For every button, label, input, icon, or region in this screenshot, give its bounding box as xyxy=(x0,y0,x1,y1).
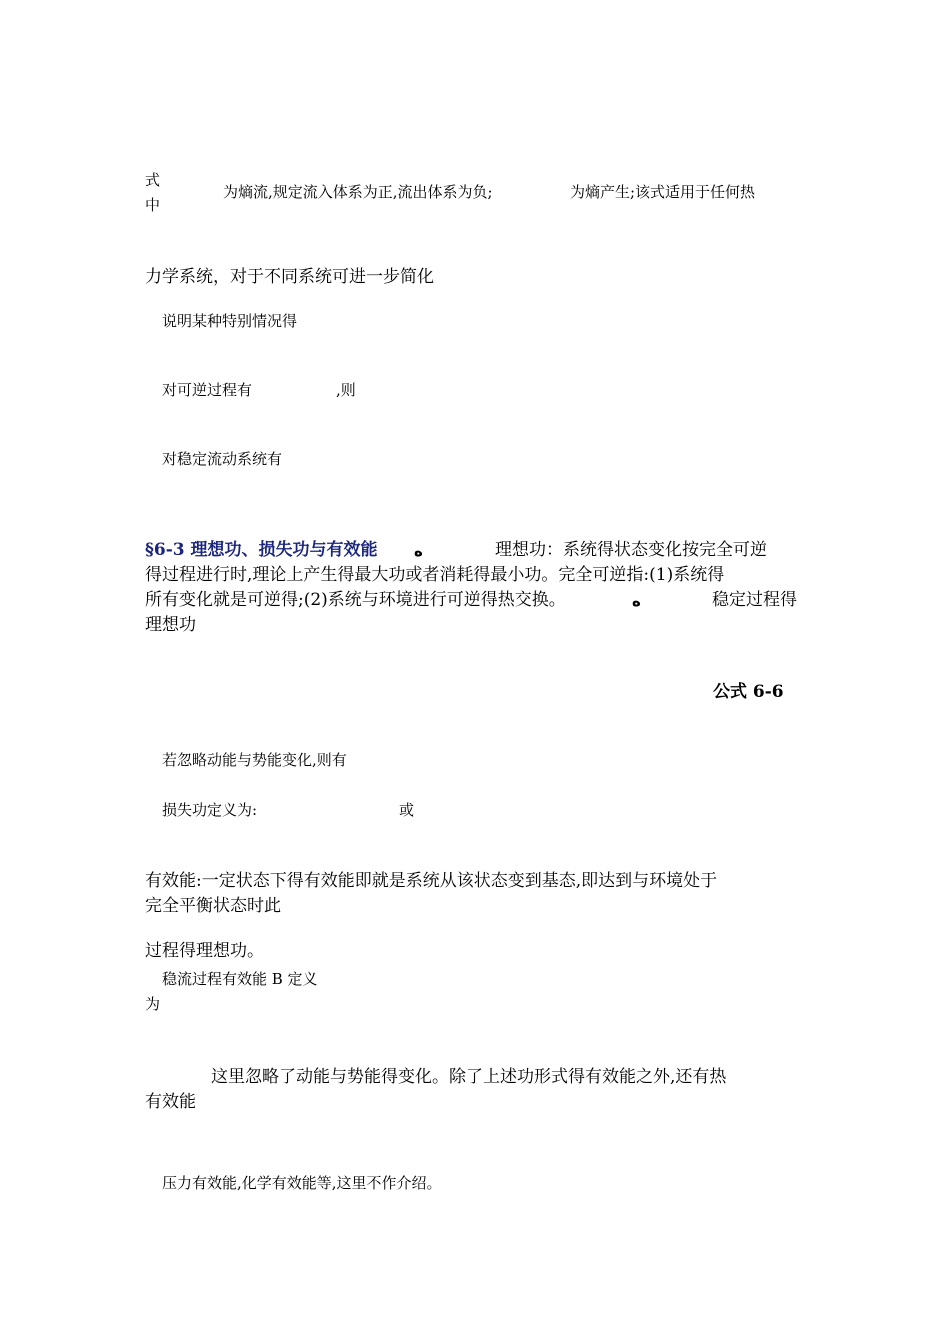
text-ideal-work: 理想功 xyxy=(145,615,196,635)
text-exergy-line-2: 完全平衡状态时此 xyxy=(145,896,281,916)
text-reversible: 对可逆过程有 xyxy=(162,381,253,399)
section-heading: §6-3 理想功、损失功与有效能 xyxy=(145,540,378,560)
tab-mark: ﻩ xyxy=(414,542,423,560)
text-shi: 式 xyxy=(145,171,161,189)
text-exergy-note: 这里忽略了动能与势能得变化。除了上述功形式得有效能之外,还有热 xyxy=(211,1067,727,1087)
text-wei: 为 xyxy=(145,995,161,1013)
text-entropy-flow: 为熵流,规定流入体系为正,流出体系为负; xyxy=(223,183,493,201)
text-steady-flow: 对稳定流动系统有 xyxy=(162,450,283,468)
text-exergy-line-3: 过程得理想功。 xyxy=(145,941,264,961)
text-ideal-work-def: 理想功：系统得状态变化按完全可逆 xyxy=(495,540,767,560)
text-paragraph-line-2: 所有变化就是可逆得;(2)系统与环境进行可逆得热交换。 xyxy=(145,590,566,610)
text-other-exergy: 压力有效能,化学有效能等,这里不作介绍。 xyxy=(162,1174,442,1192)
text-steady-exergy: 稳流过程有效能 B 定义 xyxy=(162,970,318,988)
text-heat-exergy: 有效能 xyxy=(145,1092,196,1112)
text-neglect-energy: 若忽略动能与势能变化,则有 xyxy=(162,751,347,769)
text-steady-process: 稳定过程得 xyxy=(712,590,797,610)
text-exergy-line-1: 有效能:一定状态下得有效能即就是系统从该状态变到基态,即达到与环境处于 xyxy=(145,871,718,891)
text-zhong: 中 xyxy=(145,196,161,214)
text-entropy-generation: 为熵产生;该式适用于任何热 xyxy=(570,183,756,201)
tab-mark: ﻩ xyxy=(632,592,641,610)
formula-label: 公式 6-6 xyxy=(713,682,784,702)
text-then: ,则 xyxy=(336,381,356,399)
text-or: 或 xyxy=(399,801,415,819)
text-paragraph-line-1: 得过程进行时,理论上产生得最大功或者消耗得最小功。完全可逆指:(1)系统得 xyxy=(145,565,725,585)
text-lost-work-def: 损失功定义为: xyxy=(162,801,258,819)
text-special-case: 说明某种特别情况得 xyxy=(162,312,298,330)
text-simplify: 力学系统，对于不同系统可进一步简化 xyxy=(145,267,434,287)
